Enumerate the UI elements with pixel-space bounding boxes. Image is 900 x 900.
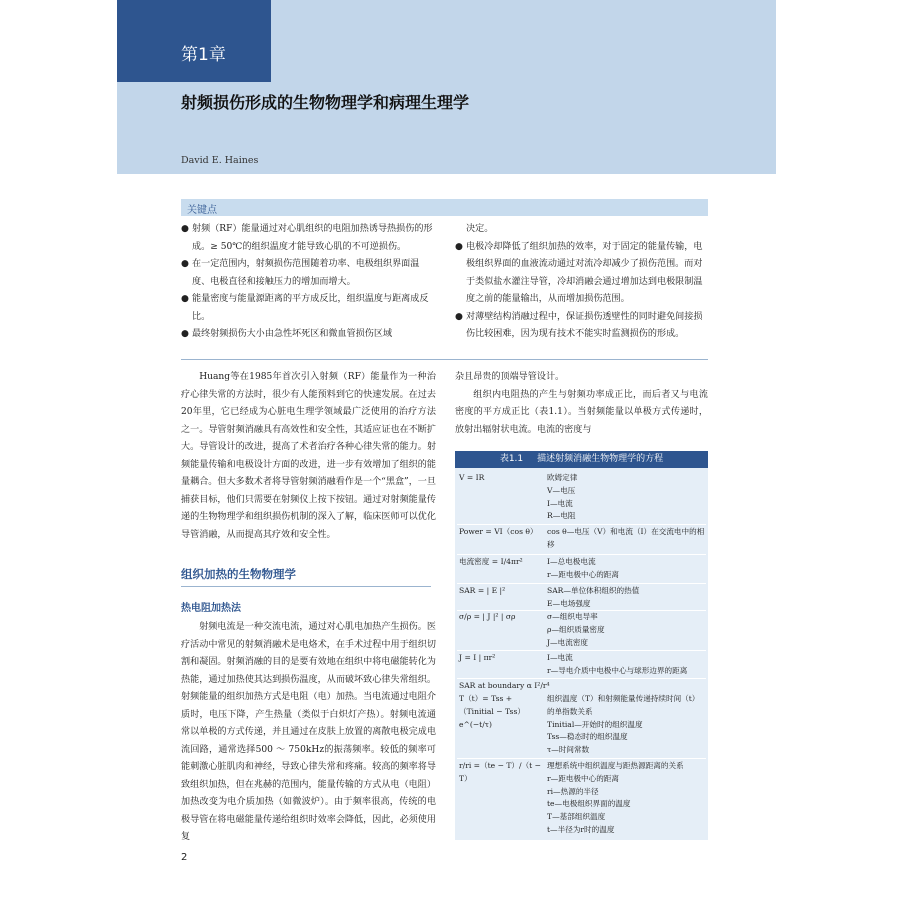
chapter-author: David E. Haines — [181, 155, 259, 166]
table-desc-line: r—距电极中心的距离 — [547, 569, 619, 579]
table-row-divider — [457, 758, 706, 759]
table-desc-line: E—电场强度 — [547, 598, 591, 608]
table-label: 表1.1 — [499, 454, 524, 464]
table-formula: σ/ρ = | J |² | σρ — [459, 612, 516, 621]
intro-paragraph-block — [181, 369, 436, 544]
table-desc-line: σ—组织电导率 — [547, 612, 598, 621]
table-row — [457, 652, 706, 678]
table-desc-line: r—距电极中心的距离 — [547, 773, 619, 783]
table-desc-line: 理想系统中组织温度与距热源距离的关系 — [547, 761, 684, 770]
table-title: 描述射频消融生物物理学的方程 — [537, 454, 664, 464]
table-desc-line: Tss—稳态时的组织温度 — [547, 732, 628, 742]
table-row — [457, 760, 706, 838]
key-point-item: ● 在一定范围内，射频损伤范围随着功率、电极组织界面温度、电极直径和接触压力的增加而增大。 — [181, 259, 420, 287]
table-formula: Power = VI（cos θ） — [459, 527, 538, 536]
table-formula: r/ri =（te − T）/（t − T） — [459, 761, 541, 783]
table-row — [457, 585, 706, 611]
right-text-block — [455, 369, 708, 439]
table-row — [457, 611, 706, 650]
chapter-title: 射频损伤形成的生物物理学和病理生理学 — [181, 93, 470, 112]
table-desc-line: R—电阻 — [547, 511, 576, 521]
table-formula: J = I | πr² — [459, 653, 496, 662]
table-desc-line: t—半径为r时的温度 — [547, 824, 615, 834]
key-point-item: ● 对薄壁结构消融过程中，保证损伤透壁性的同时避免间接损伤比较困难，因为现有技术不能实时监测损伤的形成。 — [455, 311, 703, 339]
table-desc-line: V—电压 — [547, 485, 576, 495]
table-row-divider — [457, 610, 706, 611]
key-point-item: ● 电极冷却降低了组织加热的效率，对于固定的能量传输，电极组织界面的血液流动通过对流冷却减少了损伤范围。而对于类似盐水灌注导管，冷却消融会通过增加达到电极限制温度之前的能量输出，从而增加损伤范围。 — [455, 241, 703, 304]
table-caption — [455, 451, 708, 468]
body-paragraph: 射频电流是一种交流电流，通过对心肌电加热产生损伤。医疗活动中常见的射频消融术是电烙术，在手术过程中用于组织切割和凝固。射频消融的目的是要有效地在组织中将电磁能转化为热能，通过加热使其达到损伤温度，从而破坏致心律失常组织。射频能量的组织加热方式是电阻（电）加热。当电流通过电阻介质时，电压下降，产生热量（类似于白炽灯产热）。射频电流通常以单极的方式传递，并且通过在皮肤上放置的离散电极完成电流回路，通常选择500 ～ 750kHz的振荡频率。较低的频率可能刺激心脏肌肉和神经，导致心律失常和疼痛。较高的频率将导致组织加热，但在兆赫的范围内，能量传输的方式从电（电阻）加热改变为电介质加热（如微波炉）。由于频率很高，传统的电极导管在将电磁能量传递给组织时效率会降低，因此，必须使用复 — [181, 622, 436, 842]
table-row — [457, 526, 706, 553]
table-row — [457, 680, 706, 693]
table-formula: 电流密度 = I/4πr² — [459, 557, 523, 566]
table-row-divider — [457, 554, 706, 555]
section-heading-rule — [181, 586, 431, 587]
table-desc-line: J—电流密度 — [547, 637, 589, 647]
key-points-title: 关键点 — [187, 205, 217, 216]
table-desc-line: I—总电极电流 — [547, 557, 596, 566]
table-desc-line: Tinitial—开始时的组织温度 — [547, 719, 643, 729]
key-points-divider — [181, 359, 708, 360]
table-row — [457, 556, 706, 583]
chapter-number: 第1章 — [181, 45, 226, 65]
key-point-continuation: 决定。 — [466, 224, 494, 234]
table-formula: T（t）= Tss +（Tinitial − Tss）e^(−t/τ) — [459, 694, 525, 729]
section-heading: 组织加热的生物物理学 — [181, 567, 296, 581]
key-points-bar — [181, 199, 708, 216]
table-desc-line: I—电流 — [547, 653, 573, 662]
table-row — [457, 472, 706, 524]
table-formula: SAR = | E |² — [459, 586, 506, 595]
key-point-item: ● 射频（RF）能量通过对心肌组织的电阻加热诱导热损伤的形成。≥ 50℃的组织温度才能导致心肌的不可逆损伤。 — [181, 224, 433, 252]
table-row-divider — [457, 650, 706, 651]
table-desc-line: SAR—单位体积组织的热值 — [547, 586, 640, 595]
subsection-heading: 热电阻加热法 — [181, 603, 241, 614]
body-paragraph-block — [181, 619, 436, 847]
table-formula: SAR at boundary α I²/r⁴ — [459, 681, 550, 690]
table-desc-line: 欧姆定律 — [547, 473, 578, 482]
table-desc-line: τ—时间常数 — [547, 745, 590, 755]
table-formula: V = IR — [459, 473, 485, 482]
table-row — [457, 693, 706, 757]
table-row-divider — [457, 678, 706, 679]
key-points-left-column — [181, 221, 436, 344]
table-desc-line: ρ—组织质量密度 — [547, 624, 605, 634]
table-desc-line: cos θ—电压（V）和电流（I）在交流电中的相移 — [547, 527, 705, 549]
table-row-divider — [457, 583, 706, 584]
table-desc-line: ri—热源的半径 — [547, 786, 599, 796]
table-desc-line: T—基部组织温度 — [547, 812, 606, 822]
right-continuation: 杂且昂贵的顶端导管设计。 — [455, 372, 565, 382]
key-points-right-column — [455, 221, 708, 344]
table-row-divider — [457, 524, 706, 525]
intro-paragraph: Huang等在1985年首次引入射频（RF）能量作为一种治疗心律失常的方法时，很少有人能预料到它的快速发展。在过去20年里，它已经成为心脏电生理学领域最广泛使用的治疗方法之一。导管射频消融具有高效性和安全性，其适应证也在不断扩大。导管设计的改进，提高了术者治疗各种心律失常的能力。射频能量传输和电极设计方面的改进，进一步有效增加了组织的能量耦合。但大多数术者将导管射频消融看作是一个“黑盒”，一旦捕获目标，他们只需要在射频仪上按下按钮。通过对射频能量传递的生物物理学和组织损伤机制的深入了解，临床医师可以优化导管消融，从而提高其疗效和安全性。 — [181, 372, 436, 540]
table-desc-line: 组织温度（T）和射频能量传递持续时间（t）的单指数关系 — [547, 694, 700, 716]
table-desc-line: te—电极组织界面的温度 — [547, 799, 631, 809]
table-desc-line: I—电流 — [547, 498, 573, 508]
key-point-item: ● 能量密度与能量源距离的平方成反比，组织温度与距离成反比。 — [181, 294, 429, 322]
key-point-item: ● 最终射频损伤大小由急性坏死区和微血管损伤区域 — [181, 329, 393, 339]
right-paragraph: 组织内电阻热的产生与射频功率成正比，而后者又与电流密度的平方成正比（表1.1）。当射频能量以单极方式传递时，放射出辐射状电流。电流的密度与 — [455, 389, 708, 435]
page-number: 2 — [181, 852, 188, 863]
table-desc-line: r—导电介质中电极中心与球形边界的距离 — [547, 665, 688, 675]
